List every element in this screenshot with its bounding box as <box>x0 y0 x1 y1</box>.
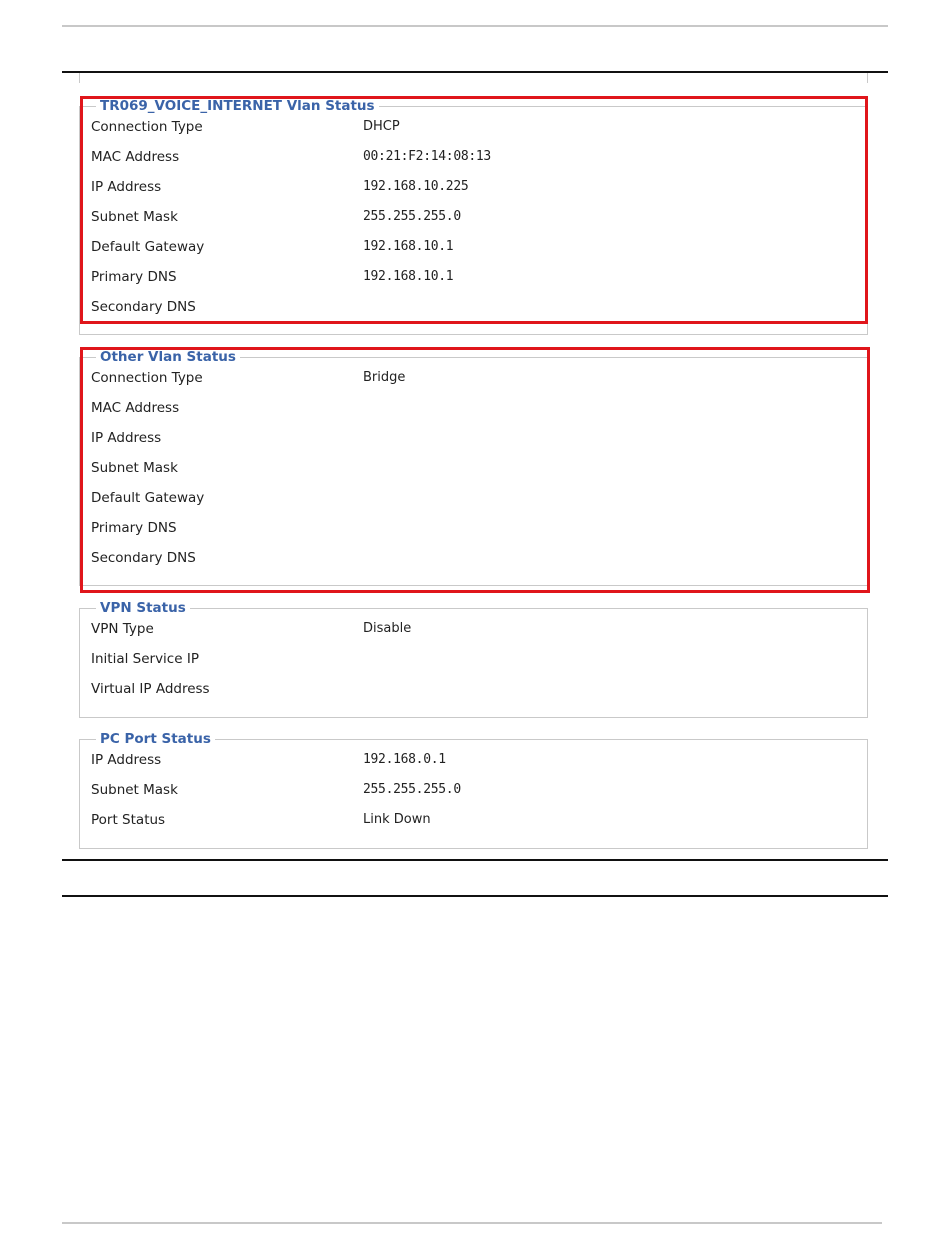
frame-bottom-border <box>62 859 888 861</box>
frame-top-border <box>62 71 888 73</box>
field-label: MAC Address <box>91 149 180 165</box>
field-value: DHCP <box>363 119 400 134</box>
field-label: MAC Address <box>91 400 180 416</box>
field-value: 192.168.10.1 <box>363 269 454 284</box>
pc-port-status-section <box>79 731 868 849</box>
field-value: Link Down <box>363 812 431 827</box>
field-label: Default Gateway <box>91 239 205 255</box>
field-label: IP Address <box>91 752 162 768</box>
section-separator-rule <box>62 895 888 897</box>
field-label: VPN Type <box>91 621 154 637</box>
frame-left-edge <box>79 73 80 83</box>
highlight-box <box>80 96 868 324</box>
field-value: 192.168.10.1 <box>363 239 454 254</box>
field-label: Subnet Mask <box>91 782 178 798</box>
field-value: 192.168.10.225 <box>363 179 469 194</box>
page-footer-rule <box>62 1222 882 1224</box>
field-value: Bridge <box>363 370 406 385</box>
field-label: Port Status <box>91 812 166 828</box>
section-title: VPN Status <box>96 599 190 617</box>
field-label: IP Address <box>91 179 162 195</box>
field-label: Secondary DNS <box>91 299 196 315</box>
field-label: Connection Type <box>91 119 203 135</box>
field-label: Subnet Mask <box>91 209 178 225</box>
field-label: Primary DNS <box>91 520 177 536</box>
field-value: 255.255.255.0 <box>363 782 461 797</box>
section-title: Other Vlan Status <box>96 348 240 366</box>
field-label: Subnet Mask <box>91 460 178 476</box>
field-label: Secondary DNS <box>91 550 196 566</box>
field-value: Disable <box>363 621 412 636</box>
field-value: 00:21:F2:14:08:13 <box>363 149 491 164</box>
field-value: 255.255.255.0 <box>363 209 461 224</box>
field-label: Virtual IP Address <box>91 681 210 697</box>
vpn-status-section <box>79 600 868 718</box>
section-title: TR069_VOICE_INTERNET Vlan Status <box>96 97 379 115</box>
highlight-box <box>80 347 870 593</box>
field-label: Connection Type <box>91 370 203 386</box>
field-label: Initial Service IP <box>91 651 199 667</box>
field-label: Primary DNS <box>91 269 177 285</box>
field-label: IP Address <box>91 430 162 446</box>
frame-right-edge <box>867 73 868 83</box>
field-label: Default Gateway <box>91 490 205 506</box>
page-header-rule <box>62 25 888 27</box>
field-value: 192.168.0.1 <box>363 752 446 767</box>
section-title: PC Port Status <box>96 730 215 748</box>
